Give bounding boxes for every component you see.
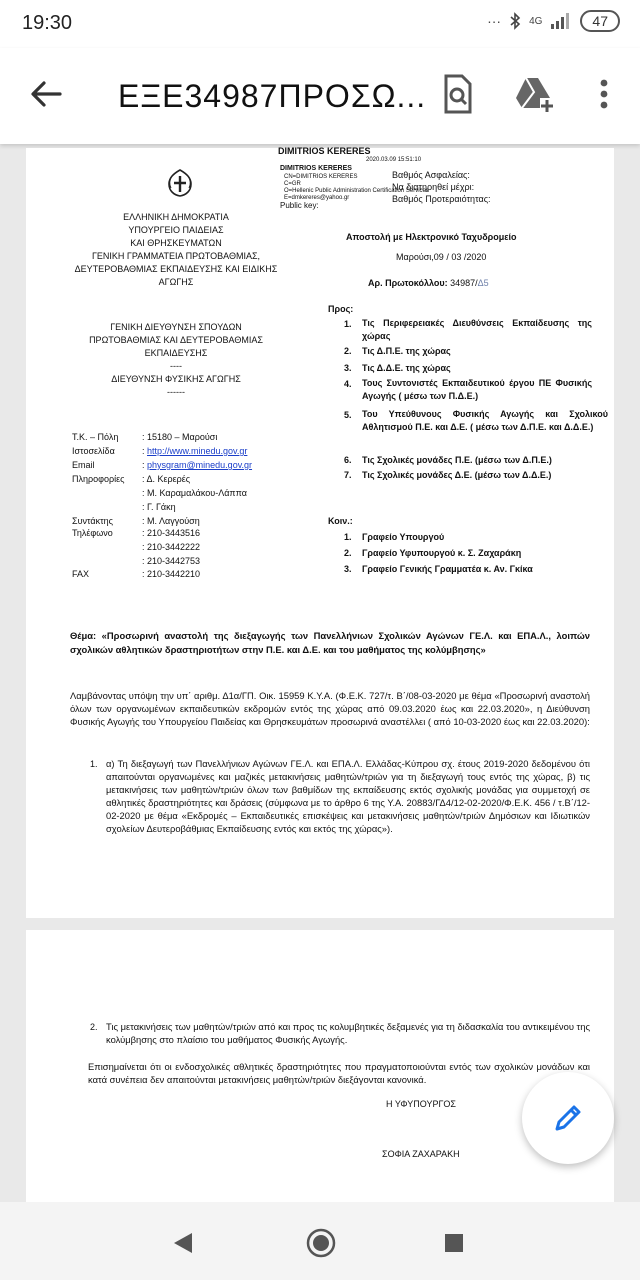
to-num-4: 4. (344, 379, 352, 389)
contact-label-postal: Τ.Κ. – Πόλη (72, 432, 119, 442)
to-item-6: Τις Σχολικές μονάδες Π.Ε. (μέσω των Δ.Π.Ε.) (362, 455, 552, 465)
document-date: Μαρούσι,09 / 03 /2020 (396, 252, 487, 262)
system-nav-bar (0, 1202, 640, 1280)
to-num-2: 2. (344, 346, 352, 356)
contact-label-fax: FAX (72, 569, 90, 579)
network-type: 4G (529, 15, 543, 27)
to-item-3: Τις Δ.Δ.Ε. της χώρας (362, 363, 451, 373)
signature-o: O=Hellenic Public Administration Certification Services (284, 188, 429, 194)
retention: Να διατηρηθεί μέχρι: (392, 182, 475, 192)
document-page-2 (26, 930, 614, 1202)
contact-label-email: Email (72, 460, 95, 470)
signature-name-big: DIMITRIOS KERERES (278, 146, 371, 156)
signature-cn: CN=DIMITRIOS KERERES (284, 174, 358, 180)
to-num-1: 1. (344, 319, 352, 329)
add-to-drive-icon[interactable] (512, 72, 556, 116)
header-line-2: ΥΠΟΥΡΓΕΙΟ ΠΑΙΔΕΙΑΣ (128, 225, 224, 235)
contact-info-3: : Γ. Γάκη (142, 502, 176, 512)
home-circle-icon[interactable] (305, 1227, 337, 1259)
cc-item-1: Γραφείο Υπουργού (362, 532, 445, 542)
contact-phone-3: : 210-3442753 (142, 556, 201, 566)
header-line-4: ΓΕΝΙΚΗ ΓΡΑΜΜΑΤΕΙΑ ΠΡΩΤΟΒΑΘΜΙΑΣ, (91, 251, 261, 261)
contact-author: : Μ. Λαγγούση (142, 516, 200, 526)
to-item-7: Τις Σχολικές μονάδες Δ.Ε. (μέσω των Δ.Δ.Ε.) (362, 470, 552, 480)
to-item-1: Τις Περιφερειακές Διευθύνσεις Εκπαίδευσης της χώρας (362, 318, 592, 341)
more-vert-icon[interactable] (582, 72, 626, 116)
back-arrow-icon[interactable] (26, 74, 66, 114)
contact-phone-2: : 210-3442222 (142, 542, 201, 552)
intro-paragraph: Λαμβάνοντας υπόψη την υπ΄ αριθμ. Δ1α/ΓΠ. Οικ. 15959 Κ.Υ.Α. (Φ.Ε.Κ. 727/τ. Β΄/08-03-2020 με θέμα «Προσωρινή αναστολή όλων των οργανωμένων εκπαιδευτικών εκδρομών εντός της χώρας από 09.03.2020 έως και 22.03.2020», η Διεύθυνση Φυσικής Αγωγής του Υπουργείου Παιδείας και Θρησκευμάτων προσωρινά αναστέλλει ( από 10-03-2020 έως και 22.03.2020): (70, 690, 590, 727)
note-paragraph: Επισημαίνεται ότι οι ενδοσχολικές αθλητικές δραστηριότητες που πραγματοποιούνται εντός των σχολικών μονάδων και κατά συνέπεια δεν απαιτούνται μετακινήσεις μαθητών/τριών διεξάγονται κανονικά. (88, 1061, 590, 1085)
cc-item-3: Γραφείο Γενικής Γραμματέα κ. Αν. Γκίκα (362, 564, 533, 574)
contact-info-1: : Δ. Κερερές (142, 474, 191, 484)
signature-date: 2020.03.09 15:51:10 (366, 157, 422, 163)
cc-label: Κοιν.: (328, 516, 353, 526)
status-icons (487, 10, 620, 32)
contact-email (142, 460, 252, 470)
contact-value-postal: : 15180 – Μαρούσι (142, 432, 218, 442)
document-page-1 (26, 148, 614, 918)
to-num-5: 5. (344, 410, 352, 420)
to-item-4: Τους Συντονιστές Εκπαιδευτικού έργου ΠΕ Φυσικής Αγωγής ( μέσω των Π.Δ.Ε.) (362, 378, 592, 401)
contact-phone-1: : 210-3443516 (142, 528, 201, 538)
signature-name-small: DIMITRIOS KERERES (280, 165, 352, 172)
protocol-value: 34987/ (450, 278, 478, 288)
signer-title: Η ΥΦΥΠΟΥΡΓΟΣ (386, 1099, 456, 1109)
contact-label-info: Πληροφορίες (72, 474, 125, 484)
cc-item-2: Γραφείο Υφυπουργού κ. Σ. Ζαχαράκη (362, 548, 522, 558)
header-line-1: ΕΛΛΗΝΙΚΗ ΔΗΜΟΚΡΑΤΙΑ (123, 212, 229, 222)
contact-email-colon: : (142, 460, 148, 470)
signature-e: E=dmkereres@yahoo.gr (284, 195, 350, 201)
contact-fax: : 210-3442210 (142, 569, 201, 579)
bluetooth-icon (509, 12, 521, 30)
contact-info-2: : Μ. Καραμαλάκου-Λάππα (142, 488, 247, 498)
to-label: Προς: (328, 304, 354, 314)
to-num-6: 6. (344, 455, 352, 465)
item-1-text: α) Τη διεξαγωγή των Πανελλήνιων Αγώνων ΓΕ.Λ. και ΕΠΑ.Λ. Ελλάδας-Κύπρου σχ. έτους 2019-2020 δεδομένου ότι απαιτούνται οργανωμένες και μαζικές μετακινήσεις μαθητών/τριών για τη διεξαγωγή τους εντός της χώρας, β) τις μετακινήσεις των μαθητών/τριών όλων των βαθμίδων της εκπαίδευσης εκτός σχολικής μονάδας για συμμετοχή σε αθλητικές δραστηριότητες και δράσεις (σύμφωνα με το άρθρο 6 της Υ.Α. 20883/ΓΔ4/12-02-2020/Φ.Ε.Κ. 456 / τ.Β΄/12-02-2020 με θέμα «Εκδρομές – Εκπαιδευτικές επισκέψεις και μετακινήσεις μαθητών/τριών Δημόσιων και Ιδιωτικών σχολείων Δευτεροβάθμιας Εκπαίδευσης εντός και εκτός της χώρας»). (106, 758, 590, 834)
more-dots-icon: ··· (487, 13, 502, 29)
header-line-5: ΔΕΥΤΕΡΟΒΑΘΜΙΑΣ ΕΚΠΑΙΔΕΥΣΗΣ ΚΑΙ ΕΙΔΙΚΗΣ (74, 264, 278, 274)
battery-indicator: 47 (580, 10, 620, 32)
protocol-label: Αρ. Πρωτοκόλλου: (368, 278, 448, 288)
contact-website (142, 446, 247, 456)
email-link[interactable]: physgram@minedu.gov.gr (147, 460, 253, 470)
cc-num-3: 3. (344, 564, 352, 574)
security-level: Βαθμός Ασφαλείας: (392, 170, 470, 180)
app-bar (0, 48, 640, 144)
sending-method: Αποστολή με Ηλεκτρονικό Ταχυδρομείο (346, 232, 517, 242)
recents-square-icon[interactable] (443, 1232, 465, 1254)
edit-fab-button[interactable] (522, 1072, 614, 1164)
item-2-text: Τις μετακινήσεις των μαθητών/τριών από και προς τις κολυμβητικές δεξαμενές για τη διδασκαλία του αντικειμένου της κολύμβησης στο πλαίσιο του μαθήματος Φυσικής Αγωγής. (106, 1021, 590, 1045)
dept-line-2: ΠΡΩΤΟΒΑΘΜΙΑΣ ΚΑΙ ΔΕΥΤΕΡΟΒΑΘΜΙΑΣ (89, 335, 263, 345)
to-num-7: 7. (344, 470, 352, 480)
contact-label-website: Ιστοσελίδα (72, 446, 115, 456)
priority: Βαθμός Προτεραιότητας: (392, 194, 491, 204)
dept-line-6: ------ (167, 387, 185, 397)
edit-pencil-icon (552, 1102, 584, 1134)
back-triangle-icon[interactable] (170, 1230, 196, 1256)
to-num-3: 3. (344, 363, 352, 373)
document-title: ΕΞΕ34987ΠΡΟΣΩ... (118, 78, 427, 114)
dept-line-1: ΓΕΝΙΚΗ ΔΙΕΥΘΥΝΣΗ ΣΠΟΥΔΩΝ (110, 322, 242, 332)
dept-line-5: ΔΙΕΥΘΥΝΣΗ ΦΥΣΙΚΗΣ ΑΓΩΓΗΣ (111, 374, 241, 384)
signal-icon (550, 12, 572, 30)
dept-line-3: ΕΚΠΑΙΔΕΥΣΗΣ (144, 348, 208, 358)
status-bar (0, 0, 640, 48)
dept-line-4: ---- (170, 361, 182, 371)
signature-public-key: Public key: (280, 201, 319, 210)
item-2-number: 2. (90, 1022, 98, 1032)
signature-c: C=GR (284, 181, 301, 187)
contact-website-colon: : (142, 446, 148, 456)
contact-label-author: Συντάκτης (72, 516, 114, 526)
website-link[interactable]: http://www.minedu.gov.gr (147, 446, 248, 456)
to-item-5: Του Υπεύθυνους Φυσικής Αγωγής και Σχολικού Αθλητισμού Π.Ε. και Δ.Ε. ( μέσω των Δ.Π.Ε. και Δ.Δ.Ε.) (362, 409, 608, 432)
cc-num-2: 2. (344, 548, 352, 558)
contact-label-phone: Τηλέφωνο (72, 528, 113, 538)
item-1-number: 1. (90, 759, 98, 769)
subject: Θέμα: «Προσωρινή αναστολή της διεξαγωγής των Πανελλήνιων Σχολικών Αγώνων ΓΕ.Λ. και ΕΠΑ.Λ., λοιπών σχολικών αθλητικών δραστηριοτήτων στην Π.Ε. και Δ.Ε. και του μαθήματος της κολύμβησης» (70, 630, 590, 655)
cc-num-1: 1. (344, 532, 352, 542)
greek-coat-of-arms-icon (165, 168, 195, 198)
protocol-number (368, 278, 489, 288)
protocol-suffix: Δ5 (477, 278, 489, 288)
header-line-3: ΚΑΙ ΘΡΗΣΚΕΥΜΑΤΩΝ (130, 238, 222, 248)
find-in-document-icon[interactable] (436, 72, 480, 116)
to-item-2: Τις Δ.Π.Ε. της χώρας (362, 346, 451, 356)
signer-name: ΣΟΦΙΑ ΖΑΧΑΡΑΚΗ (382, 1149, 460, 1159)
header-line-6: ΑΓΩΓΗΣ (158, 277, 194, 287)
status-time: 19:30 (22, 12, 73, 34)
